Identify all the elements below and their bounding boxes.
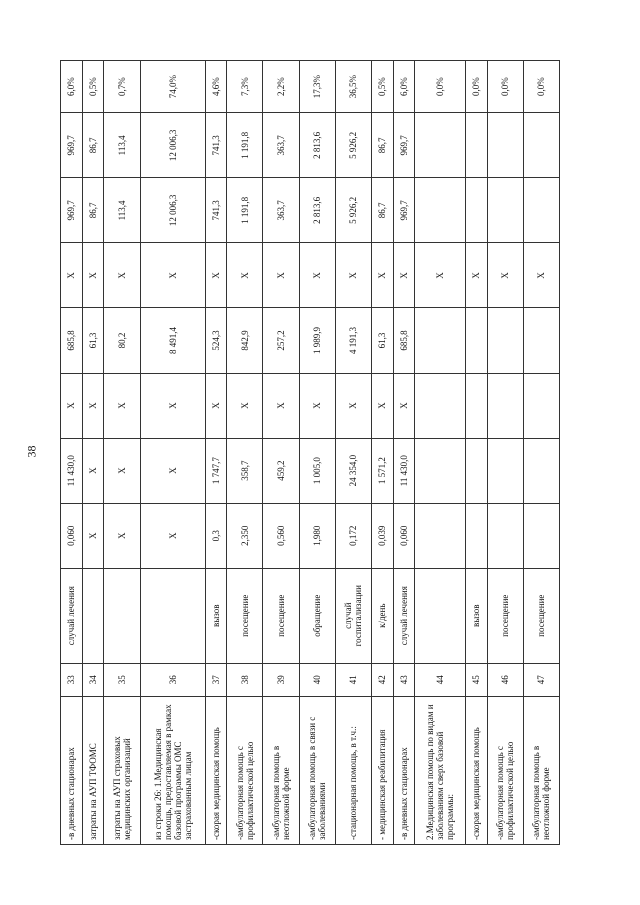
- table-cell: [82, 568, 104, 663]
- table-cell: 46: [487, 663, 523, 696]
- table-row: [335, 61, 371, 845]
- table-cell: [487, 178, 523, 243]
- table-cell: 0,039: [371, 503, 393, 568]
- table-cell: 11 430,0: [61, 438, 83, 503]
- table-cell: 40: [299, 663, 335, 696]
- table-cell: Х: [104, 243, 140, 308]
- table-cell: к/день: [371, 568, 393, 663]
- table-cell: [487, 308, 523, 373]
- table-cell: [415, 438, 466, 503]
- table-cell: -амбулаторная помощь в связи с заболеваниями: [299, 696, 335, 844]
- table-cell: 2 813,6: [299, 178, 335, 243]
- table-cell: 8 491,4: [140, 308, 205, 373]
- table-cell: [465, 113, 487, 178]
- table-cell: Х: [140, 503, 205, 568]
- table-cell: Х: [393, 373, 415, 438]
- table-row: [487, 61, 523, 845]
- table-cell: Х: [263, 243, 299, 308]
- table-row: [393, 61, 415, 845]
- table-cell: [140, 568, 205, 663]
- table-cell: 969,7: [393, 178, 415, 243]
- table-cell: 363,7: [263, 178, 299, 243]
- table-row: [465, 61, 487, 845]
- table-row: [61, 61, 83, 845]
- table-cell: 17,3%: [299, 61, 335, 113]
- table-cell: 11 430,0: [393, 438, 415, 503]
- table-row: [415, 61, 466, 845]
- table-row: [371, 61, 393, 845]
- table-cell: 0,0%: [415, 61, 466, 113]
- table-cell: 459,2: [263, 438, 299, 503]
- table-cell: Х: [465, 243, 487, 308]
- financial-table: [60, 60, 560, 845]
- table-cell: 0,3: [205, 503, 227, 568]
- table-cell: -амбулаторная помощь в неотложной форме: [263, 696, 299, 844]
- table-cell: 4,6%: [205, 61, 227, 113]
- table-row: [82, 61, 104, 845]
- table-cell: Х: [82, 373, 104, 438]
- table-cell: 741,3: [205, 178, 227, 243]
- table-cell: 1 989,9: [299, 308, 335, 373]
- table-row: [263, 61, 299, 845]
- table-cell: вызов: [465, 568, 487, 663]
- table-cell: -амбулаторная помощь с профилактической целью: [227, 696, 263, 844]
- table-cell: 2 813,6: [299, 113, 335, 178]
- table-cell: 6,0%: [61, 61, 83, 113]
- table-cell: -амбулаторная помощь в неотложной форме: [523, 696, 559, 844]
- table-cell: -стационарная помощь, в т.ч.:: [335, 696, 371, 844]
- table-cell: 86,7: [371, 178, 393, 243]
- table-cell: посещение: [487, 568, 523, 663]
- table-cell: [487, 113, 523, 178]
- table-cell: [465, 438, 487, 503]
- table-cell: Х: [487, 243, 523, 308]
- table-cell: [104, 568, 140, 663]
- table-cell: [465, 178, 487, 243]
- table-cell: 969,7: [393, 113, 415, 178]
- table-cell: 42: [371, 663, 393, 696]
- table-row: [299, 61, 335, 845]
- table-cell: Х: [104, 503, 140, 568]
- table-cell: затраты на АУП страховых медицинских организаций: [104, 696, 140, 844]
- table-cell: 7,3%: [227, 61, 263, 113]
- table-cell: 1 005,0: [299, 438, 335, 503]
- table-cell: Х: [104, 373, 140, 438]
- table-cell: 41: [335, 663, 371, 696]
- table-cell: Х: [140, 438, 205, 503]
- table-cell: 1,980: [299, 503, 335, 568]
- table-cell: Х: [140, 373, 205, 438]
- table-cell: 38: [227, 663, 263, 696]
- table-cell: -скорая медицинская помощь: [205, 696, 227, 844]
- table-cell: 5 926,2: [335, 113, 371, 178]
- table-cell: [415, 568, 466, 663]
- table-cell: Х: [227, 373, 263, 438]
- table-cell: 2,2%: [263, 61, 299, 113]
- table-cell: 86,7: [82, 113, 104, 178]
- table-cell: [523, 308, 559, 373]
- table-cell: 0,060: [393, 503, 415, 568]
- table-cell: посещение: [227, 568, 263, 663]
- table-cell: Х: [415, 243, 466, 308]
- table-cell: 113,4: [104, 113, 140, 178]
- table-cell: [415, 113, 466, 178]
- table-cell: 86,7: [371, 113, 393, 178]
- table-cell: из строки 26: 1.Медицинская помощь, предоставляемая в рамках базовой программы ОМС застрахованным лицам: [140, 696, 205, 844]
- table-cell: 12 006,3: [140, 178, 205, 243]
- table-cell: Х: [61, 243, 83, 308]
- table-cell: 86,7: [82, 178, 104, 243]
- table-cell: 969,7: [61, 178, 83, 243]
- table-cell: Х: [299, 373, 335, 438]
- table-cell: 0,0%: [523, 61, 559, 113]
- table-cell: 113,4: [104, 178, 140, 243]
- table-cell: 34: [82, 663, 104, 696]
- table-cell: Х: [227, 243, 263, 308]
- table-cell: 0,172: [335, 503, 371, 568]
- table-cell: посещение: [263, 568, 299, 663]
- table-cell: посещение: [523, 568, 559, 663]
- table-cell: [487, 438, 523, 503]
- table-cell: случай лечения: [393, 568, 415, 663]
- table-cell: Х: [523, 243, 559, 308]
- table-cell: 685,8: [61, 308, 83, 373]
- table-row: [140, 61, 205, 845]
- table-cell: 741,3: [205, 113, 227, 178]
- table-cell: 0,560: [263, 503, 299, 568]
- table-cell: 6,0%: [393, 61, 415, 113]
- table-cell: -в дневных стационарах: [393, 696, 415, 844]
- table-cell: Х: [205, 243, 227, 308]
- table-cell: 4 191,3: [335, 308, 371, 373]
- table-cell: 12 006,3: [140, 113, 205, 178]
- table-cell: 0,5%: [82, 61, 104, 113]
- table-cell: 1 571,2: [371, 438, 393, 503]
- table-cell: [487, 503, 523, 568]
- table-cell: Х: [335, 243, 371, 308]
- table-cell: 36,5%: [335, 61, 371, 113]
- table-cell: Х: [82, 503, 104, 568]
- table-cell: 1 747,7: [205, 438, 227, 503]
- table-cell: 44: [415, 663, 466, 696]
- table-cell: обращение: [299, 568, 335, 663]
- table-cell: 0,0%: [487, 61, 523, 113]
- table-cell: 1 191,8: [227, 113, 263, 178]
- table-cell: 257,2: [263, 308, 299, 373]
- table-cell: -в дневных стационарах: [61, 696, 83, 844]
- table-cell: [523, 373, 559, 438]
- table-cell: [465, 373, 487, 438]
- table-cell: 74,0%: [140, 61, 205, 113]
- table-cell: 80,2: [104, 308, 140, 373]
- table-cell: Х: [263, 373, 299, 438]
- table-cell: [415, 178, 466, 243]
- table-cell: - медицинская реабилитация: [371, 696, 393, 844]
- table-cell: 0,5%: [371, 61, 393, 113]
- table-cell: 842,9: [227, 308, 263, 373]
- table-cell: 39: [263, 663, 299, 696]
- table-cell: 33: [61, 663, 83, 696]
- table-cell: [523, 438, 559, 503]
- table-cell: случай госпитализации: [335, 568, 371, 663]
- table-cell: [523, 113, 559, 178]
- table-cell: 1 191,8: [227, 178, 263, 243]
- table-cell: Х: [104, 438, 140, 503]
- table-cell: Х: [371, 243, 393, 308]
- table-cell: Х: [299, 243, 335, 308]
- table-cell: 0,060: [61, 503, 83, 568]
- table-cell: [465, 308, 487, 373]
- table-cell: Х: [335, 373, 371, 438]
- table-cell: Х: [393, 243, 415, 308]
- table-cell: Х: [82, 438, 104, 503]
- table-cell: 47: [523, 663, 559, 696]
- table-cell: [523, 503, 559, 568]
- table-cell: затраты на АУП ТФОМС: [82, 696, 104, 844]
- table-cell: 685,8: [393, 308, 415, 373]
- table-cell: 37: [205, 663, 227, 696]
- table-cell: -амбулаторная помощь с профилактической целью: [487, 696, 523, 844]
- table-cell: 2.Медицинская помощь по видам и заболеваниям сверх базовой программы:: [415, 696, 466, 844]
- table-cell: Х: [82, 243, 104, 308]
- page-number: 38: [24, 445, 39, 458]
- table-cell: 61,3: [82, 308, 104, 373]
- table-cell: Х: [140, 243, 205, 308]
- table-cell: [487, 373, 523, 438]
- table-cell: [465, 503, 487, 568]
- table-cell: 969,7: [61, 113, 83, 178]
- table-cell: -скорая медицинская помощь: [465, 696, 487, 844]
- table-row: [104, 61, 140, 845]
- table-cell: 35: [104, 663, 140, 696]
- table-cell: Х: [205, 373, 227, 438]
- table-row: [523, 61, 559, 845]
- table-cell: 5 926,2: [335, 178, 371, 243]
- table-cell: 358,7: [227, 438, 263, 503]
- table-cell: [415, 308, 466, 373]
- table-cell: 363,7: [263, 113, 299, 178]
- table-cell: [523, 178, 559, 243]
- table-cell: 43: [393, 663, 415, 696]
- table-cell: [415, 373, 466, 438]
- table-cell: случай лечения: [61, 568, 83, 663]
- table-cell: 45: [465, 663, 487, 696]
- table-row: [227, 61, 263, 845]
- table-cell: 0,7%: [104, 61, 140, 113]
- table-cell: 2,350: [227, 503, 263, 568]
- table-cell: 524,3: [205, 308, 227, 373]
- table-cell: вызов: [205, 568, 227, 663]
- table-cell: [415, 503, 466, 568]
- table-cell: 36: [140, 663, 205, 696]
- table-cell: 24 354,0: [335, 438, 371, 503]
- table-cell: 61,3: [371, 308, 393, 373]
- table-cell: 0,0%: [465, 61, 487, 113]
- table-cell: Х: [371, 373, 393, 438]
- table-cell: Х: [61, 373, 83, 438]
- table-row: [205, 61, 227, 845]
